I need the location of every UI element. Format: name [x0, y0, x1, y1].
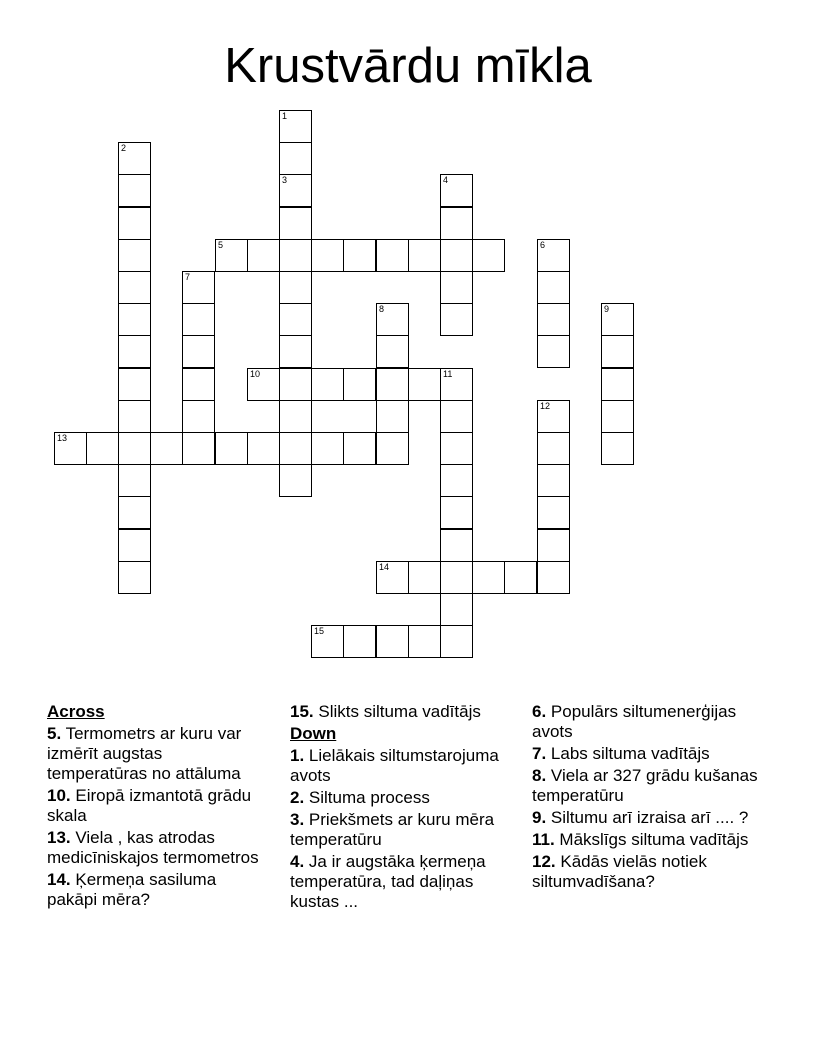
crossword-cell[interactable]	[376, 303, 409, 336]
crossword-cell[interactable]	[86, 432, 119, 465]
clue-text: Labs siltuma vadītājs	[546, 744, 710, 763]
crossword-cell[interactable]	[537, 271, 570, 304]
clue-text: Mākslīgs siltuma vadītājs	[554, 830, 749, 849]
clue-text: Siltumu arī izraisa arī .... ?	[546, 808, 749, 827]
crossword-cell[interactable]	[118, 432, 151, 465]
crossword-cell[interactable]	[279, 432, 312, 465]
crossword-cell[interactable]	[537, 400, 570, 433]
crossword-cell[interactable]	[601, 368, 634, 401]
crossword-cell[interactable]	[537, 529, 570, 562]
crossword-cell[interactable]	[343, 239, 376, 272]
clue-number-label: 6	[540, 240, 546, 250]
crossword-cell[interactable]	[279, 303, 312, 336]
crossword-cell[interactable]	[343, 432, 376, 465]
crossword-cell[interactable]	[601, 335, 634, 368]
crossword-cell[interactable]	[440, 432, 473, 465]
crossword-cell[interactable]	[440, 271, 473, 304]
crossword-cell[interactable]	[279, 142, 312, 175]
clue-text: Priekšmets ar kuru mēra temperatūru	[290, 810, 495, 849]
down-clue	[532, 702, 772, 742]
crossword-cell[interactable]	[408, 239, 441, 272]
crossword-cell[interactable]	[118, 529, 151, 562]
across-clue	[47, 786, 267, 826]
clue-number: 7.	[532, 744, 547, 763]
crossword-cell[interactable]	[440, 239, 473, 272]
crossword-cell[interactable]	[215, 239, 248, 272]
across-clue	[47, 828, 267, 868]
down-clue	[532, 830, 772, 850]
crossword-cell[interactable]	[537, 432, 570, 465]
crossword-cell[interactable]	[440, 174, 473, 207]
across-clue	[290, 702, 505, 722]
crossword-cell[interactable]	[279, 207, 312, 240]
across-clue	[47, 870, 267, 910]
crossword-cell[interactable]	[311, 368, 344, 401]
crossword-cell[interactable]	[376, 561, 409, 594]
crossword-cell[interactable]	[182, 432, 215, 465]
clue-text: Ķermeņa sasiluma pakāpi mēra?	[47, 870, 217, 909]
crossword-cell[interactable]	[504, 561, 537, 594]
crossword-cell[interactable]	[279, 400, 312, 433]
crossword-cell[interactable]	[601, 400, 634, 433]
crossword-cell[interactable]	[440, 368, 473, 401]
down-clue	[532, 808, 772, 828]
crossword-cell[interactable]	[279, 239, 312, 272]
clue-number: 8.	[532, 766, 547, 785]
crossword-cell[interactable]	[440, 529, 473, 562]
clues-column-3	[532, 702, 772, 894]
crossword-cell[interactable]	[279, 368, 312, 401]
crossword-cell[interactable]	[472, 239, 505, 272]
down-clue	[290, 810, 505, 850]
clues-column-1	[47, 702, 267, 912]
crossword-cell[interactable]	[440, 464, 473, 497]
clue-number: 6.	[532, 702, 547, 721]
clue-number-label: 4	[443, 175, 449, 185]
clue-number-label: 7	[185, 272, 191, 282]
clue-number-label: 2	[121, 143, 127, 153]
clue-text: Viela ar 327 grādu kušanas temperatūru	[532, 766, 758, 805]
crossword-cell[interactable]	[182, 368, 215, 401]
down-clue	[290, 788, 505, 808]
crossword-cell[interactable]	[376, 400, 409, 433]
crossword-cell[interactable]	[150, 432, 183, 465]
clue-text: Slikts siltuma vadītājs	[313, 702, 481, 721]
crossword-cell[interactable]	[440, 496, 473, 529]
crossword-cell[interactable]	[118, 335, 151, 368]
clue-number-label: 9	[604, 304, 610, 314]
crossword-cell[interactable]	[118, 142, 151, 175]
crossword-cell[interactable]	[311, 239, 344, 272]
crossword-cell[interactable]	[343, 625, 376, 658]
clues-column-2	[290, 702, 505, 914]
clue-text: Viela , kas atrodas medicīniskajos termometros	[47, 828, 259, 867]
crossword-cell[interactable]	[215, 432, 248, 465]
across-heading: Across	[47, 702, 105, 721]
crossword-cell[interactable]	[118, 239, 151, 272]
crossword-cell[interactable]	[118, 368, 151, 401]
clue-number-label: 8	[379, 304, 385, 314]
clue-text: Kādās vielās notiek siltumvadīšana?	[532, 852, 707, 891]
crossword-cell[interactable]	[182, 303, 215, 336]
crossword-cell[interactable]	[537, 561, 570, 594]
clue-number-label: 5	[218, 240, 224, 250]
clue-text: Termometrs ar kuru var izmērīt augstas temperatūras no attāluma	[47, 724, 242, 783]
crossword-cell[interactable]	[376, 335, 409, 368]
crossword-cell[interactable]	[376, 625, 409, 658]
crossword-cell[interactable]	[537, 239, 570, 272]
crossword-cell[interactable]	[376, 432, 409, 465]
clue-number-label: 13	[57, 433, 68, 443]
crossword-cell[interactable]	[182, 335, 215, 368]
page-title: Krustvārdu mīkla	[224, 39, 592, 93]
crossword-cell[interactable]	[440, 625, 473, 658]
clue-text: Populārs siltumenerģijas avots	[532, 702, 737, 741]
crossword-cell[interactable]	[376, 368, 409, 401]
crossword-cell[interactable]	[311, 625, 344, 658]
crossword-cell[interactable]	[408, 625, 441, 658]
across-clue	[47, 724, 267, 784]
clue-number: 11.	[532, 830, 555, 849]
crossword-cell[interactable]	[537, 303, 570, 336]
clue-number: 2.	[290, 788, 305, 807]
crossword-cell[interactable]	[440, 561, 473, 594]
down-clue	[532, 852, 772, 892]
crossword-cell[interactable]	[118, 561, 151, 594]
crossword-cell[interactable]	[343, 368, 376, 401]
clue-number: 5.	[47, 724, 62, 743]
clue-number: 3.	[290, 810, 305, 829]
clue-number: 14.	[47, 870, 71, 889]
crossword-cell[interactable]	[118, 464, 151, 497]
crossword-cell[interactable]	[440, 207, 473, 240]
crossword-cell[interactable]	[408, 561, 441, 594]
crossword-cell[interactable]	[537, 496, 570, 529]
clue-number: 15.	[290, 702, 314, 721]
crossword-cell[interactable]	[376, 239, 409, 272]
crossword-cell[interactable]	[537, 464, 570, 497]
crossword-cell[interactable]	[118, 207, 151, 240]
clue-number-label: 10	[250, 369, 261, 379]
crossword-cell[interactable]	[601, 303, 634, 336]
crossword-cell[interactable]	[601, 432, 634, 465]
clue-number-label: 1	[282, 111, 288, 121]
clue-text: Eiropā izmantotā grādu skala	[47, 786, 252, 825]
clue-number-label: 14	[379, 562, 390, 572]
crossword-cell[interactable]	[54, 432, 87, 465]
crossword-cell[interactable]	[279, 271, 312, 304]
crossword-cell[interactable]	[118, 303, 151, 336]
clue-number: 1.	[290, 746, 305, 765]
down-clue	[532, 766, 772, 806]
crossword-cell[interactable]	[537, 335, 570, 368]
crossword-cell[interactable]	[279, 464, 312, 497]
clue-number-label: 3	[282, 175, 288, 185]
clue-text: Ja ir augstāka ķermeņa temperatūra, tad daļiņas kustas ...	[290, 852, 486, 911]
clue-number: 12.	[532, 852, 556, 871]
clue-number: 9.	[532, 808, 547, 827]
crossword-cell[interactable]	[440, 303, 473, 336]
crossword-cell[interactable]	[247, 432, 280, 465]
clue-number: 10.	[47, 786, 71, 805]
crossword-cell[interactable]	[408, 368, 441, 401]
crossword-cell[interactable]	[182, 271, 215, 304]
down-clue	[290, 852, 505, 912]
clue-text: Siltuma process	[304, 788, 430, 807]
crossword-cell[interactable]	[440, 593, 473, 626]
crossword-cell[interactable]	[311, 432, 344, 465]
down-clue	[532, 744, 772, 764]
down-heading: Down	[290, 724, 337, 743]
crossword-cell[interactable]	[118, 496, 151, 529]
crossword-cell[interactable]	[182, 400, 215, 433]
crossword-cell[interactable]	[118, 174, 151, 207]
crossword-cell[interactable]	[279, 174, 312, 207]
crossword-cell[interactable]	[247, 368, 280, 401]
clue-number: 4.	[290, 852, 305, 871]
crossword-cell[interactable]	[279, 335, 312, 368]
clue-number-label: 12	[540, 401, 551, 411]
clue-number-label: 11	[443, 369, 453, 379]
clue-number: 13.	[47, 828, 71, 847]
crossword-cell[interactable]	[279, 110, 312, 143]
crossword-cell[interactable]	[247, 239, 280, 272]
crossword-cell[interactable]	[472, 561, 505, 594]
crossword-cell[interactable]	[118, 400, 151, 433]
clue-number-label: 15	[314, 626, 325, 636]
down-clue	[290, 746, 505, 786]
clue-text: Lielākais siltumstarojuma avots	[290, 746, 499, 785]
crossword-cell[interactable]	[118, 271, 151, 304]
crossword-cell[interactable]	[440, 400, 473, 433]
